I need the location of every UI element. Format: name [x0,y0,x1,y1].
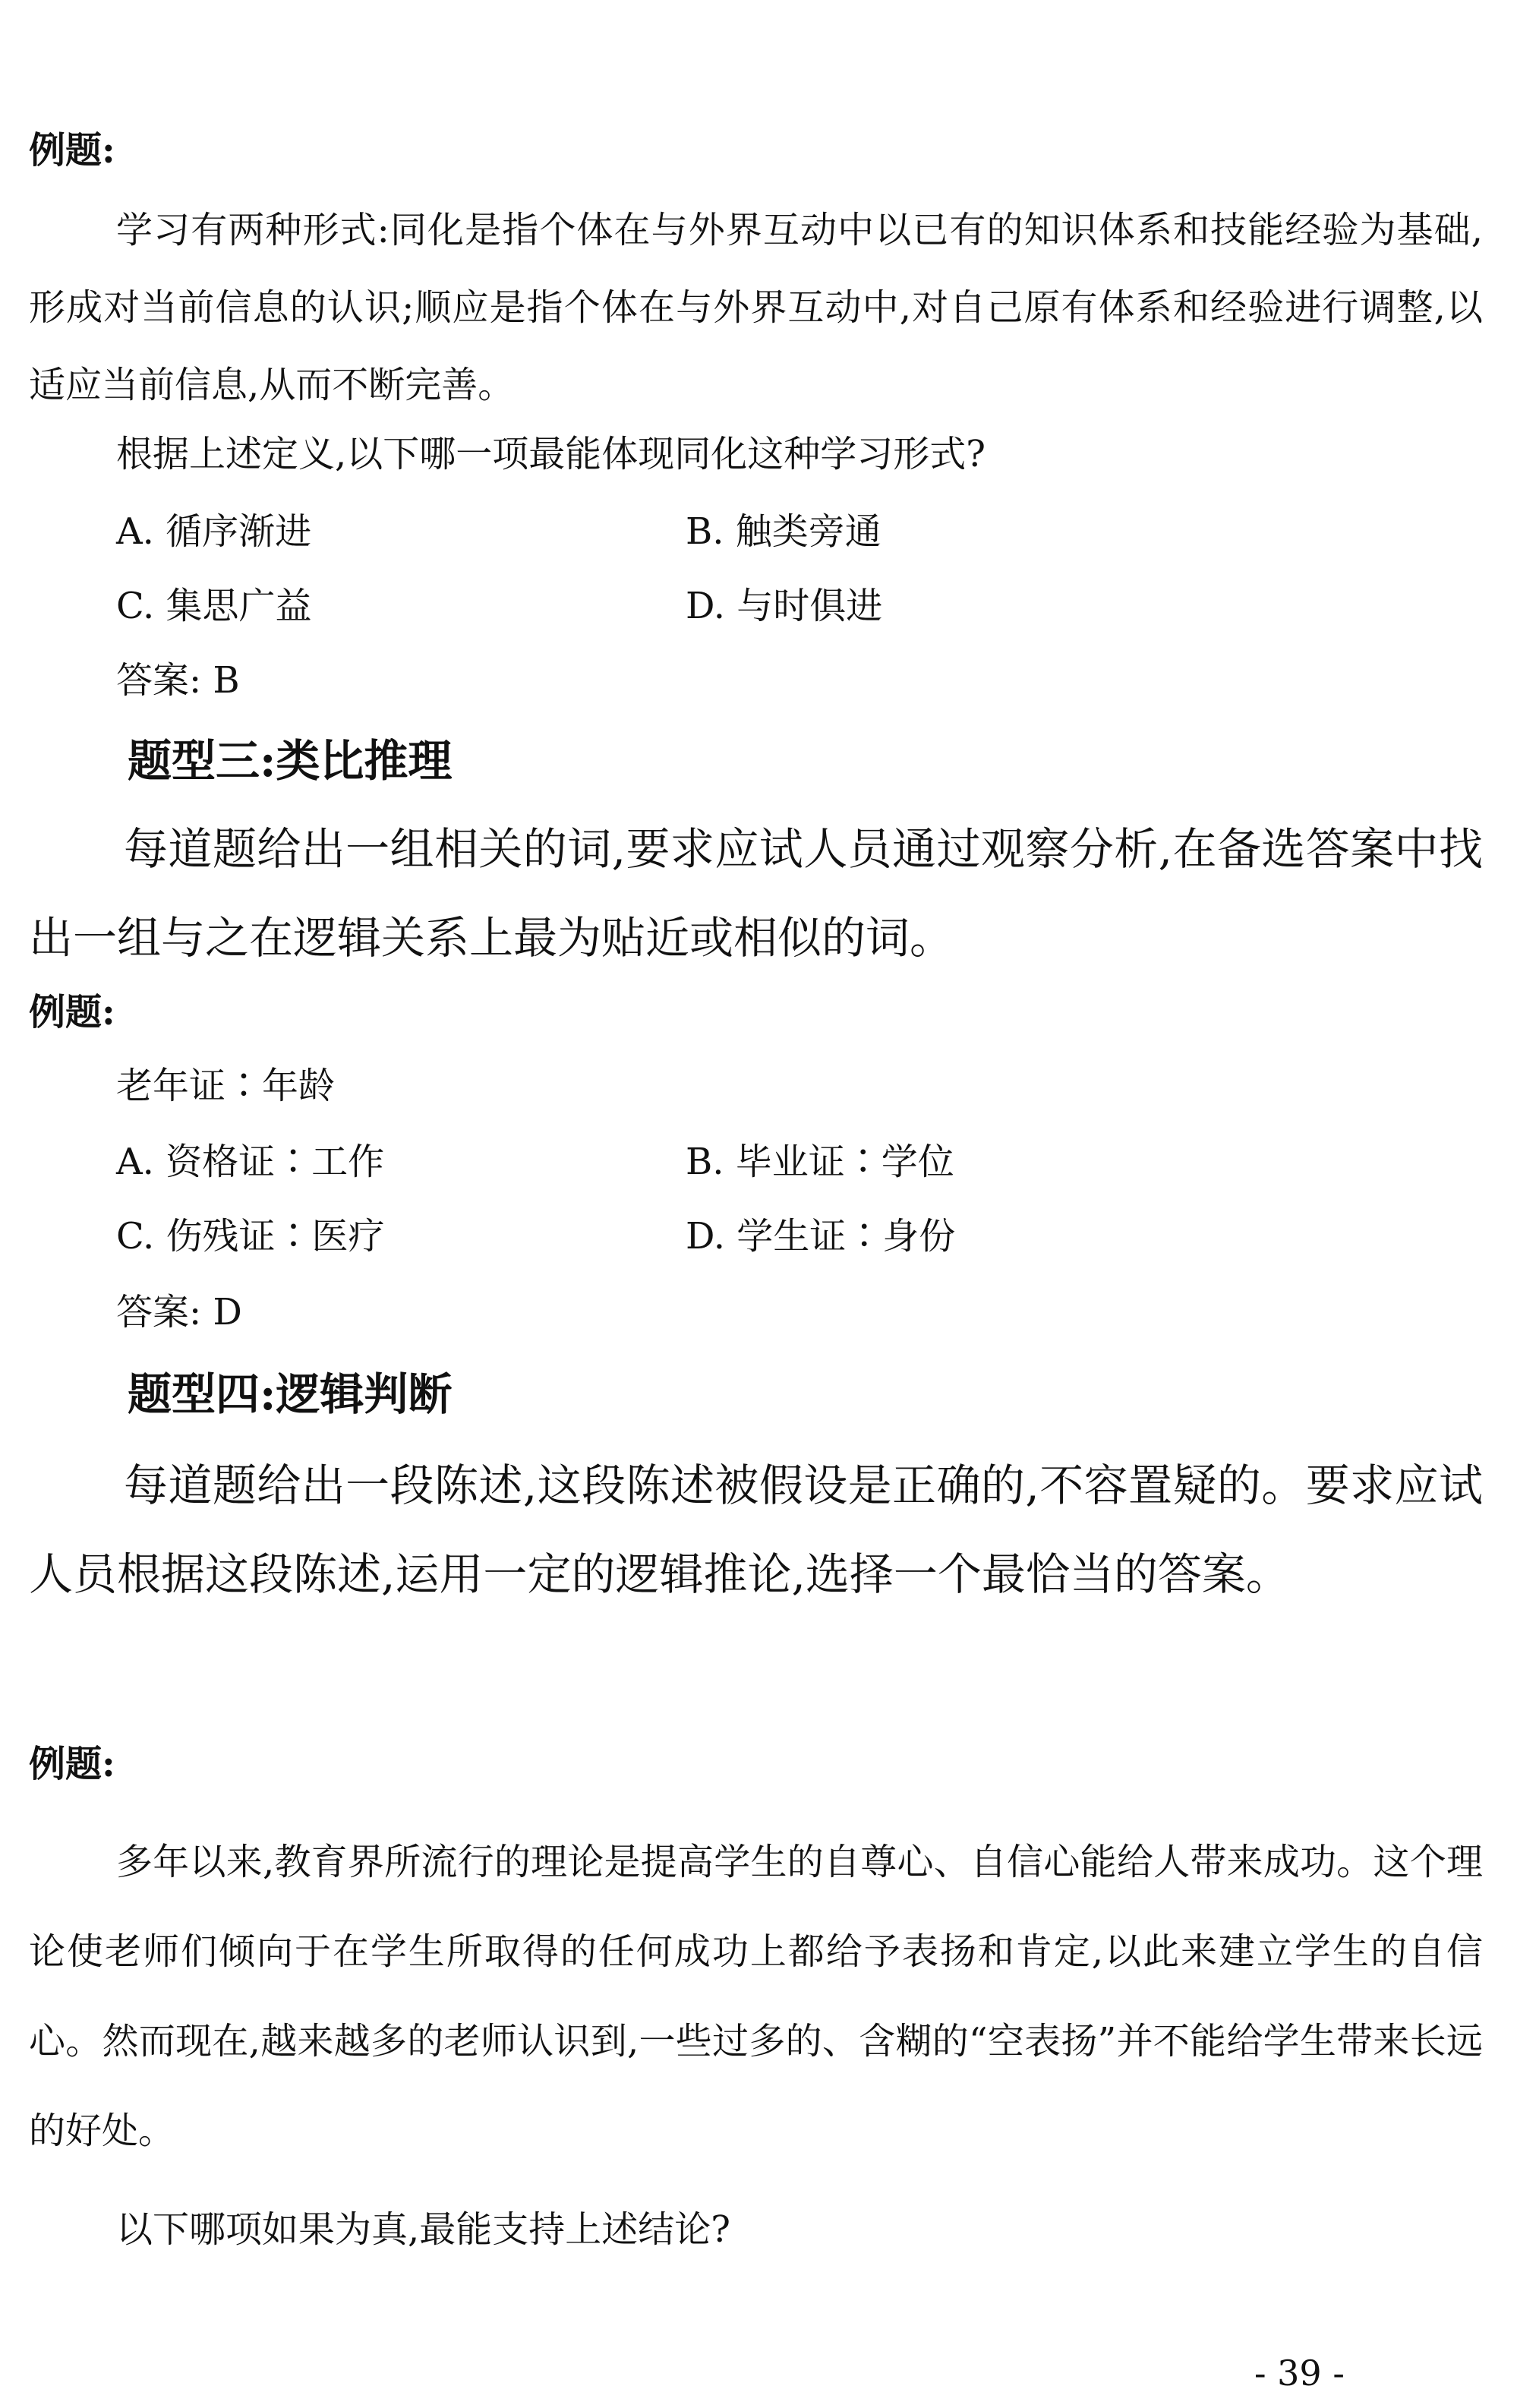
example-1-paragraph: 学习有两种形式:同化是指个体在与外界互动中以已有的知识体系和技能经验为基础,形成对当前信息的认识;顺应是指个体在与外界互动中,对自己原有体系和经验进行调整,以适应当前信息,从而不断完善。 [29,209,1483,406]
example-label: 例题: [29,129,115,172]
example-label: 例题: [29,1743,115,1785]
option-b: B. 毕业证∶学位 [686,1141,954,1183]
option-c: C. 伤残证∶医疗 [116,1215,385,1258]
option-a: A. 循序渐进 [116,510,312,553]
example-2-stem: 老年证∶年龄 [116,1065,336,1107]
section-title: 题型四:逻辑判断 [128,1368,453,1420]
option-b: B. 触类旁通 [686,510,882,553]
page-number: - 39 - [1254,2353,1345,2394]
option-c: C. 集思广益 [116,585,312,627]
example-3-question: 以下哪项如果为真,最能支持上述结论? [116,2208,730,2251]
answer: 答案: D [116,1291,242,1333]
option-d: D. 学生证∶身份 [686,1215,956,1258]
example-1-question: 根据上述定义,以下哪一项最能体现同化这种学习形式? [116,433,986,475]
section-description: 每道题给出一组相关的词,要求应试人员通过观察分析,在备选答案中找出一组与之在逻辑关系上最为贴近或相似的词。 [29,823,1483,964]
section-description: 每道题给出一段陈述,这段陈述被假设是正确的,不容置疑的。要求应试人员根据这段陈述,运用一定的逻辑推论,选择一个最恰当的答案。 [29,1460,1483,1600]
example-3-paragraph: 多年以来,教育界所流行的理论是提高学生的自尊心、自信心能给人带来成功。这个理论使老师们倾向于在学生所取得的任何成功上都给予表扬和肯定,以此来建立学生的自信心。然而现在,越来越多的老师认识到,一些过多的、含糊的“空表扬”并不能给学生带来长远的好处。 [29,1841,1483,2152]
option-d: D. 与时俱进 [686,585,883,627]
example-label: 例题: [29,991,115,1034]
section-title: 题型三:类比推理 [128,735,453,787]
option-a: A. 资格证∶工作 [116,1141,385,1183]
answer: 答案: B [116,659,240,702]
